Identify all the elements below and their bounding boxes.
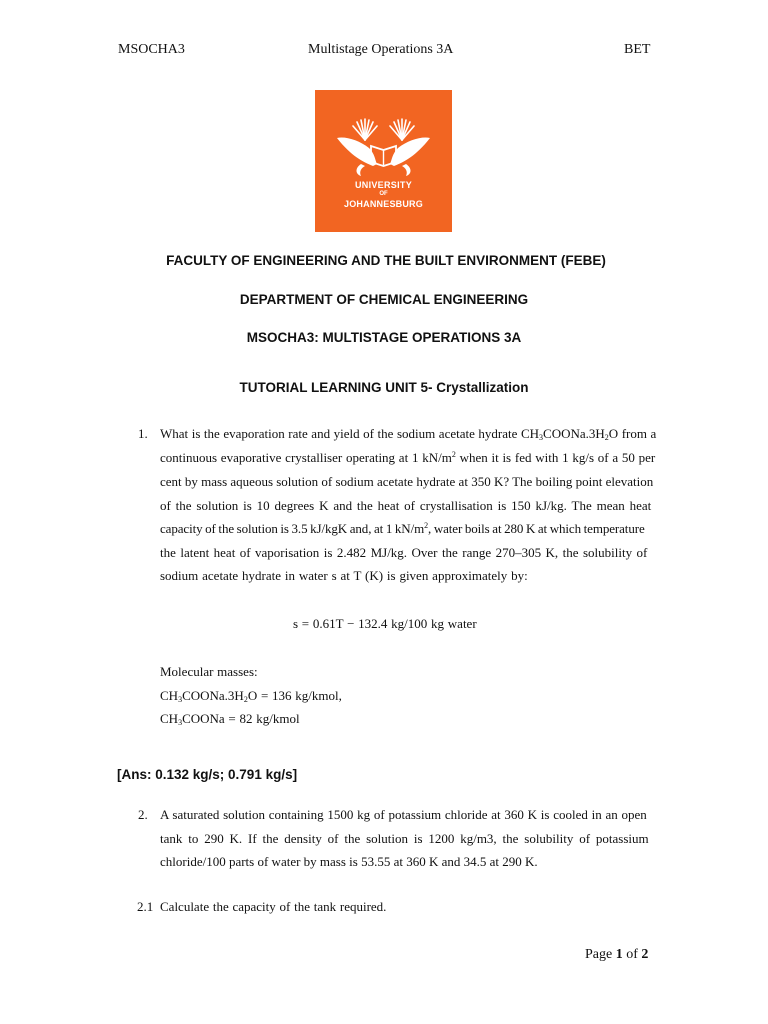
question-1-line-1: What is the evaporation rate and yield of the sodium acetate hydrate $CH_3COONa.3H_2O$ from a <box>160 426 657 442</box>
aloe-crest-icon <box>315 90 452 232</box>
question-2-line-1: A saturated solution containing 1500 kg of potassium chloride at 360 K is cooled in an open <box>160 807 647 822</box>
tutorial-heading: TUTORIAL LEARNING UNIT 5- Crystallization <box>239 380 529 395</box>
header-module-code: MSOCHA3 <box>118 42 185 57</box>
page-indicator: Page 1 of 2 <box>585 947 649 962</box>
university-logo <box>315 90 452 232</box>
question-1-line-6: the latent heat of vaporisation is 2.482 MJ/kg. Over the range 270–305 K, the solubility of <box>160 545 648 560</box>
question-1-line-3: cent by mass aqueous solution of sodium acetate hydrate at 350 K? The boiling point elevation <box>160 474 654 489</box>
question-1-answer: [Ans: 0.132 kg/s; 0.791 kg/s] <box>117 767 298 782</box>
header-module-name: Multistage Operations 3A <box>308 42 454 57</box>
faculty-heading: FACULTY OF ENGINEERING AND THE BUILT ENVIRONMENT (FEBE) <box>166 253 606 268</box>
question-2-line-2: tank to 290 K. If the density of the solution is 1200 kg/m3, the solubility of potassium <box>160 831 649 846</box>
question-2-1-text: Calculate the capacity of the tank required. <box>160 899 387 914</box>
molecular-mass-hydrate: $CH_3COONa.3H_2O = 136$ kg/kmol, <box>160 688 342 704</box>
question-1-line-5: capacity of the solution is 3.5 kJ/kgK and, at 1 $kN/m^2$, water boils at 280 K at which temperature <box>160 521 645 536</box>
module-heading: MSOCHA3: MULTISTAGE OPERATIONS 3A <box>246 330 522 345</box>
question-2-1-number: 2.1 <box>137 899 154 914</box>
solubility-equation: s = 0.61T − 132.4 kg/100 kg water <box>293 616 477 631</box>
molecular-masses-label: Molecular masses: <box>160 664 258 679</box>
question-2-line-3: chloride/100 parts of water by mass is 53.55 at 360 K and 34.5 at 290 K. <box>160 854 538 869</box>
logo-text-johannesburg: JOHANNESBURG <box>344 199 423 209</box>
molecular-mass-anhydrous: $CH_3COONa = 82$ kg/kmol <box>160 711 300 727</box>
question-1-line-2: continuous evaporative crystalliser operating at 1 $kN/m^2$ when it is fed with 1 kg/s of a 50 per <box>160 450 656 465</box>
department-heading: DEPARTMENT OF CHEMICAL ENGINEERING <box>239 292 529 307</box>
logo-text-of: OF <box>379 191 388 197</box>
header-program: BET <box>624 42 651 57</box>
logo-text-university: UNIVERSITY <box>354 180 412 190</box>
question-1-number: 1. <box>138 426 148 441</box>
question-2-number: 2. <box>138 807 148 822</box>
question-1-line-7: sodium acetate hydrate in water s at T (K) is given approximately by: <box>160 568 528 583</box>
question-1-line-4: of the solution is 10 degrees K and the heat of crystallisation is 150 kJ/kg. The mean heat <box>160 498 652 513</box>
